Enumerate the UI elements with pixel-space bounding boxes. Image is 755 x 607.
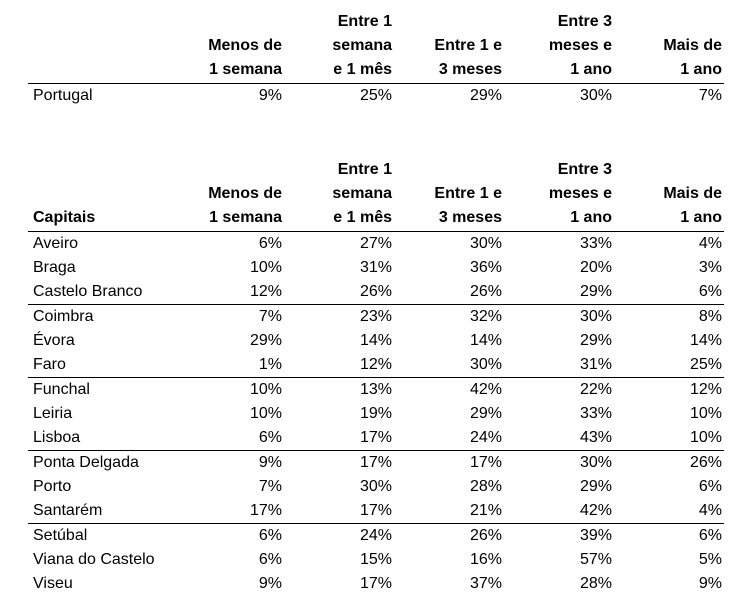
table-cell: 28% <box>469 478 502 495</box>
table-cell: 24% <box>469 429 502 446</box>
portugal-header-row <box>28 10 724 84</box>
table-cell: 31% <box>359 259 392 276</box>
table-row <box>28 256 724 280</box>
table-cell: 30% <box>469 356 502 373</box>
table-cell: 25% <box>689 356 722 373</box>
row-label: Viana do Castelo <box>33 551 155 568</box>
table-cell: 12% <box>359 356 392 373</box>
column-header: Entre 3 meses e 1 ano <box>504 10 614 84</box>
table-cell: 30% <box>504 305 614 330</box>
table-row <box>28 451 724 476</box>
table-cell: 29% <box>469 87 502 104</box>
table-cell: 29% <box>249 332 282 349</box>
table-cell: 7% <box>258 478 282 495</box>
row-label: Braga <box>33 259 76 276</box>
table-cell: 17% <box>359 502 392 519</box>
row-label: Funchal <box>28 378 178 403</box>
table-cell: 26% <box>394 524 504 549</box>
table-row <box>28 548 724 572</box>
table-cell: 19% <box>359 405 392 422</box>
row-label: Leiria <box>33 405 73 422</box>
table-cell: 17% <box>359 575 392 592</box>
column-header: Entre 3 meses e 1 ano <box>504 158 614 232</box>
table-cell: 28% <box>579 575 612 592</box>
column-header: Menos de 1 semana <box>178 158 284 232</box>
table-cell: 22% <box>504 378 614 403</box>
table-cell: 13% <box>284 378 394 403</box>
row-label: Portugal <box>33 87 93 104</box>
table-cell: 6% <box>614 524 724 549</box>
table-cell: 23% <box>284 305 394 330</box>
row-label: Viseu <box>33 575 73 592</box>
table-cell: 9% <box>258 575 282 592</box>
table-cell: 10% <box>249 405 282 422</box>
row-label: Aveiro <box>33 235 79 252</box>
row-label: Castelo Branco <box>33 283 143 300</box>
table-cell: 30% <box>359 478 392 495</box>
column-header: Entre 1 e 3 meses <box>394 158 504 232</box>
table-cell: 10% <box>249 259 282 276</box>
table-cell: 30% <box>504 451 614 476</box>
row-label: Porto <box>33 478 72 495</box>
portugal-corner-label <box>28 10 178 84</box>
table-cell: 26% <box>469 283 502 300</box>
table-row <box>28 378 724 403</box>
table-cell: 30% <box>469 235 502 252</box>
table-cell: 26% <box>359 283 392 300</box>
table-cell: 26% <box>614 451 724 476</box>
table-cell: 10% <box>689 405 722 422</box>
table-cell: 1% <box>258 356 282 373</box>
table-cell: 31% <box>579 356 612 373</box>
table-cell: 37% <box>469 575 502 592</box>
table-cell: 6% <box>258 551 282 568</box>
table-cell: 6% <box>698 478 722 495</box>
table-row <box>28 524 724 549</box>
table-cell: 10% <box>689 429 722 446</box>
table-cell: 39% <box>504 524 614 549</box>
capitais-corner-label: Capitais <box>28 158 178 232</box>
table-cell: 8% <box>614 305 724 330</box>
table-cell: 29% <box>579 478 612 495</box>
table-cell: 17% <box>394 451 504 476</box>
table-cell: 29% <box>469 405 502 422</box>
table-cell: 7% <box>178 305 284 330</box>
table-cell: 6% <box>178 524 284 549</box>
table-cell: 24% <box>284 524 394 549</box>
table-cell: 6% <box>258 429 282 446</box>
column-header: Menos de 1 semana <box>178 10 284 84</box>
table-cell: 6% <box>698 283 722 300</box>
table-cell: 17% <box>249 502 282 519</box>
table-row <box>28 84 724 109</box>
table-cell: 14% <box>689 332 722 349</box>
column-header: Mais de 1 ano <box>614 158 724 232</box>
row-label: Coimbra <box>28 305 178 330</box>
table-cell: 15% <box>359 551 392 568</box>
table-cell: 9% <box>258 87 282 104</box>
row-label: Évora <box>33 332 75 349</box>
table-cell: 29% <box>579 332 612 349</box>
table-cell: 43% <box>579 429 612 446</box>
row-label: Setúbal <box>28 524 178 549</box>
table-cell: 57% <box>579 551 612 568</box>
table-cell: 42% <box>579 502 612 519</box>
table-cell: 4% <box>698 502 722 519</box>
table-row <box>28 329 724 353</box>
table-cell: 4% <box>698 235 722 252</box>
table-row <box>28 572 724 596</box>
table-row <box>28 499 724 524</box>
capitais-table <box>28 158 724 596</box>
column-header: Entre 1 semana e 1 mês <box>284 158 394 232</box>
table-row <box>28 426 724 451</box>
table-cell: 36% <box>469 259 502 276</box>
row-label: Faro <box>33 356 66 373</box>
table-cell: 9% <box>178 451 284 476</box>
table-cell: 17% <box>359 429 392 446</box>
capitais-body <box>28 232 724 597</box>
table-cell: 27% <box>359 235 392 252</box>
table-cell: 42% <box>394 378 504 403</box>
table-cell: 12% <box>614 378 724 403</box>
table-cell: 32% <box>394 305 504 330</box>
column-header: Mais de 1 ano <box>614 10 724 84</box>
table-cell: 3% <box>698 259 722 276</box>
table-cell: 29% <box>579 283 612 300</box>
table-cell: 33% <box>579 235 612 252</box>
row-label: Lisboa <box>33 429 81 446</box>
table-cell: 5% <box>698 551 722 568</box>
portugal-table <box>28 10 724 108</box>
table-cell: 7% <box>698 87 722 104</box>
table-cell: 17% <box>284 451 394 476</box>
table-row <box>28 402 724 426</box>
capitais-header-row <box>28 158 724 232</box>
column-header: Entre 1 semana e 1 mês <box>284 10 394 84</box>
row-label: Ponta Delgada <box>28 451 178 476</box>
table-cell: 21% <box>469 502 502 519</box>
table-cell: 30% <box>579 87 612 104</box>
table-row <box>28 232 724 257</box>
table-cell: 10% <box>178 378 284 403</box>
row-label: Santarém <box>33 502 103 519</box>
table-cell: 20% <box>579 259 612 276</box>
table-cell: 6% <box>258 235 282 252</box>
table-cell: 33% <box>579 405 612 422</box>
table-row <box>28 353 724 378</box>
table-row <box>28 280 724 305</box>
table-cell: 14% <box>469 332 502 349</box>
table-row <box>28 305 724 330</box>
table-cell: 25% <box>359 87 392 104</box>
column-header: Entre 1 e 3 meses <box>394 10 504 84</box>
table-cell: 12% <box>249 283 282 300</box>
table-cell: 16% <box>469 551 502 568</box>
table-cell: 14% <box>359 332 392 349</box>
table-cell: 9% <box>698 575 722 592</box>
table-row <box>28 475 724 499</box>
